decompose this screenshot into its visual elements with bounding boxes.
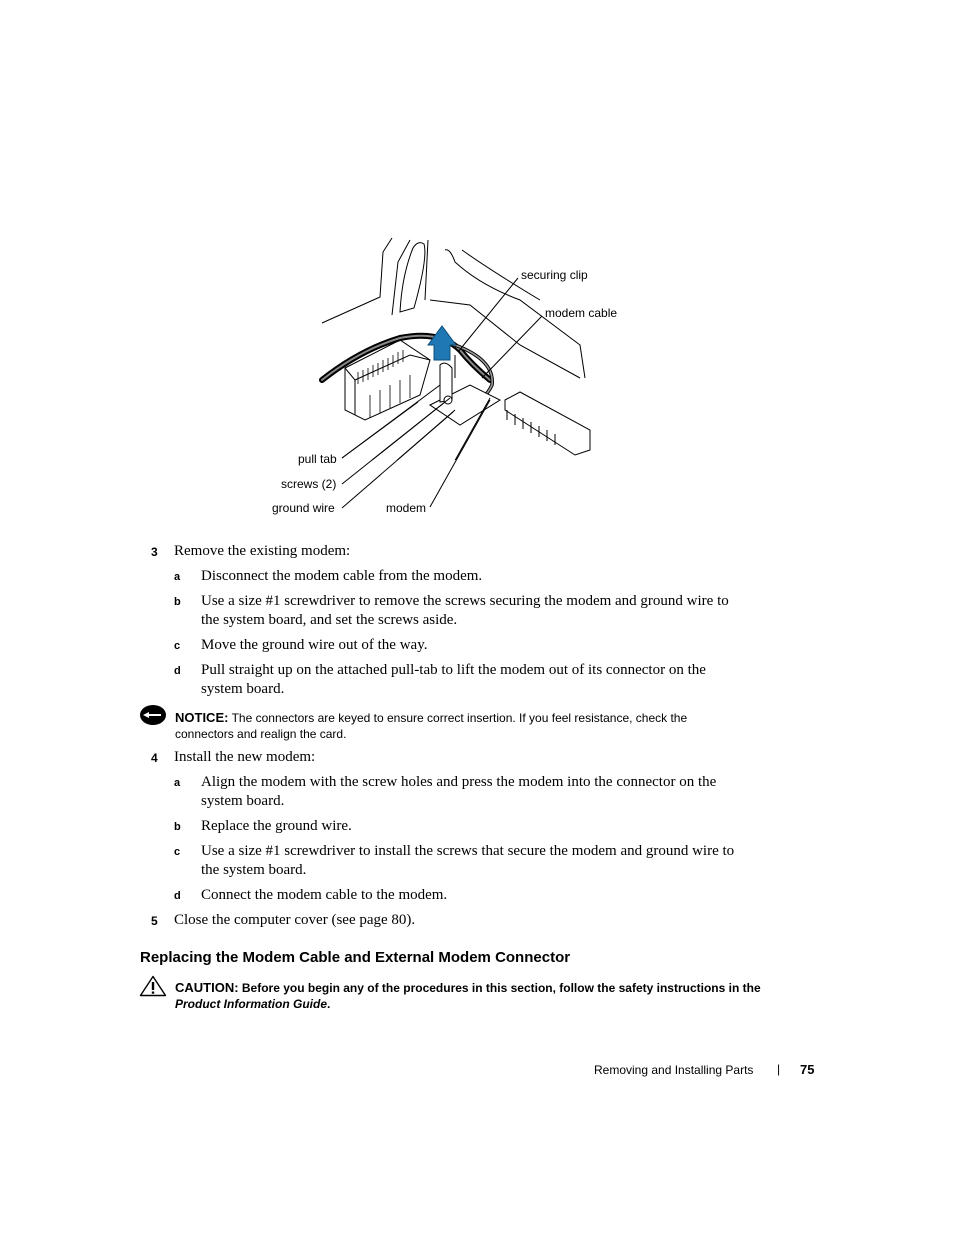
substep-letter: a <box>174 571 181 583</box>
step-text: Remove the existing modem: <box>174 543 351 559</box>
caution-icon <box>139 975 167 997</box>
notice-icon <box>139 704 167 726</box>
substep-letter: a <box>174 777 181 789</box>
caution-guide-title: Product Information Guide <box>175 997 327 1011</box>
substep-text: Replace the ground wire. <box>201 818 352 834</box>
substep-text: Move the ground wire out of the way. <box>201 637 428 653</box>
callout-modem-cable: modem cable <box>545 306 618 320</box>
callout-leaders <box>330 400 510 515</box>
substep-letter: c <box>174 846 181 858</box>
footer-section: Removing and Installing Parts <box>594 1063 754 1077</box>
callout-ground-wire: ground wire <box>272 501 335 515</box>
callout-screws: screws (2) <box>281 477 337 491</box>
substep-letter: b <box>174 821 181 833</box>
substep-text-cont: the system board, and set the screws aside. <box>201 612 458 628</box>
step-text: Close the computer cover (see page 80). <box>174 912 416 928</box>
substep-text-cont: the system board. <box>201 862 307 878</box>
substep-text: Align the modem with the screw holes and press the modem into the connector on the <box>201 774 717 790</box>
notice-line-1 <box>175 709 687 727</box>
caution-text: Before you begin any of the procedures in this section, follow the safety instructions in the <box>241 981 761 995</box>
caution-label: CAUTION: <box>175 980 239 995</box>
step-text: Install the new modem: <box>174 749 316 765</box>
callout-pull-tab: pull tab <box>298 452 337 466</box>
step-number: 4 <box>151 751 158 765</box>
section-heading: Replacing the Modem Cable and External Modem Connector <box>140 949 571 966</box>
substep-text: Disconnect the modem cable from the modem. <box>201 568 483 584</box>
substep-letter: d <box>174 890 181 902</box>
substep-letter: b <box>174 596 181 608</box>
substep-text: Pull straight up on the attached pull-tab to lift the modem out of its connector on the <box>201 662 706 678</box>
substep-text-cont: system board. <box>201 793 285 809</box>
caution-line-1 <box>175 979 761 997</box>
page-number: 75 <box>800 1062 815 1077</box>
substep-text: Use a size #1 screwdriver to install the screws that secure the modem and ground wire to <box>201 843 735 859</box>
substep-text: Connect the modem cable to the modem. <box>201 887 448 903</box>
step-number: 3 <box>151 545 158 559</box>
notice-text: The connectors are keyed to ensure correct insertion. If you feel resistance, check the <box>231 711 688 725</box>
notice-label: NOTICE: <box>175 710 229 725</box>
substep-letter: d <box>174 665 181 677</box>
caution-period: . <box>327 997 331 1011</box>
substep-letter: c <box>174 640 181 652</box>
callout-modem: modem <box>386 501 427 515</box>
footer-separator: | <box>777 1062 781 1076</box>
substep-text: Use a size #1 screwdriver to remove the screws securing the modem and ground wire to <box>201 593 729 609</box>
notice-text-cont: connectors and realign the card. <box>175 727 347 741</box>
callout-securing-clip: securing clip <box>521 268 588 282</box>
substep-text-cont: system board. <box>201 681 285 697</box>
caution-line-2 <box>175 996 330 1013</box>
step-number: 5 <box>151 914 158 928</box>
